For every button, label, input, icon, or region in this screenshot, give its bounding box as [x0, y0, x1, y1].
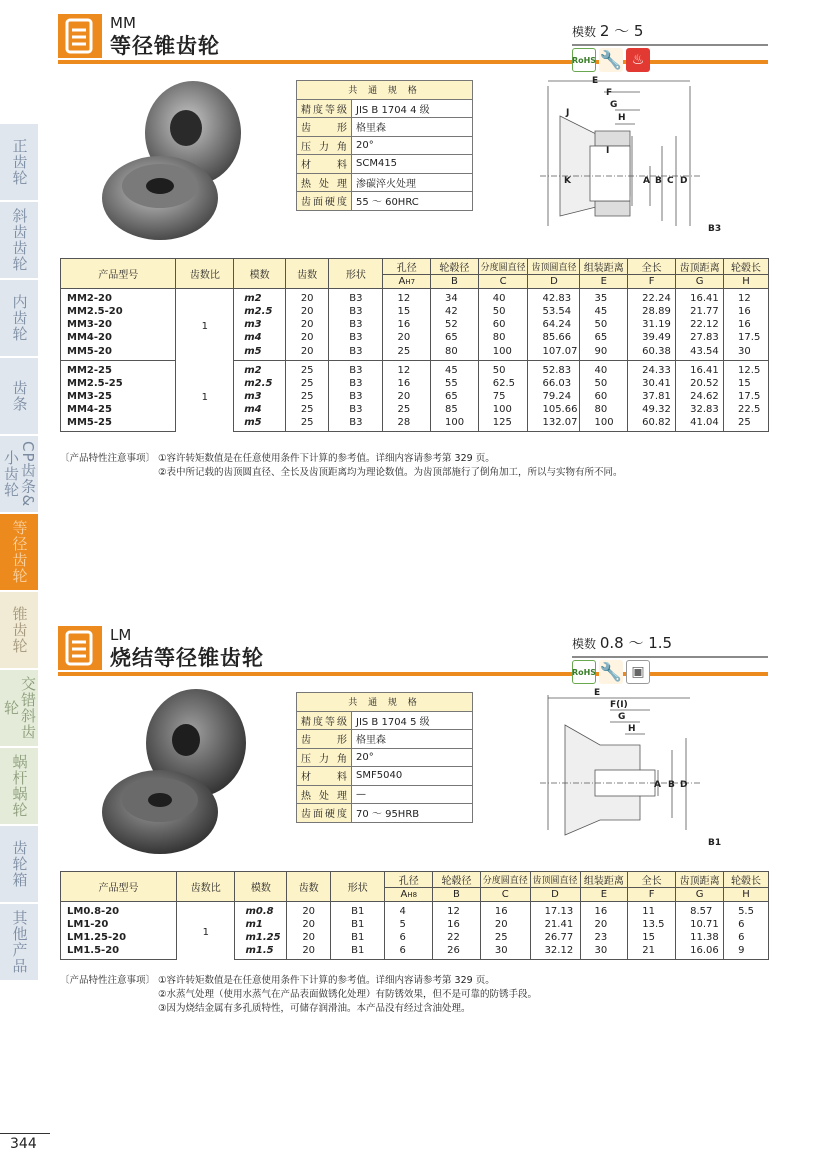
common-spec-table-lm: 共 通 规 格 精度等级 JIS B 1704 5 级 齿形 格里森 压力角 20° 材料 SMF5040 热处理 — 齿面硬度 70 ～ 95HRB: [296, 692, 473, 823]
dim-f: F(I): [610, 700, 628, 710]
table-row: MM2-20 1 m2 20 B3 12 34 40 42.83 35 22.24 16.41 12: [61, 289, 769, 306]
dimension-drawing-b1: [540, 690, 740, 840]
product-photo-lm: [98, 688, 248, 860]
side-tab-4[interactable]: CP齿条&小齿轮: [0, 436, 38, 512]
dimension-drawing-b3: [540, 76, 740, 236]
product-table-mm: 产品型号 齿数比 模数 齿数 形状 孔径 轮毂径 分度圆直径 齿顶圆直径 组装距离 全长 齿顶距离 轮毂长 AH7 B C D E F G H MM2-20 1 m2 20 B3 12 34 40 42.83 35 22.24 16.41 12 MM2.5-20 m2.5 20 B3 15 42 50 53.54 45 28.89 21.77 16 MM3-20 m3 20 B3 16 52 60 64.24 50 31.19 22.12 16 MM4-20 m4 20 B3 20 65 80 85.66 65 39.49 27.83 17.5 MM5-20 m5 20 B3 25 80 100 107.07 90 60.38 43.54 30 MM2-25 1 m2 25 B3 12 45 50 52.83 40 24.33 16.41 12.5 MM2.5-25 m2.5 25 B3 16 55 62.5 66.03 50 30.41 20.52 15 MM3-25 m3 25 B3 20 65 75 79.24 60 37.81 24.62 17.5 MM4-25 m4 25 B3 25 85 100 105.66 80 49.32 32.83 22.5 MM5-25 m5 25 B3 28 100 125 132.07 100 60.82 41.04 25: [60, 258, 769, 432]
table-row: MM2.5-20 m2.5 20 B3 15 42 50 53.54 45 28.89 21.77 16: [61, 305, 769, 318]
page-number: 344: [10, 1136, 37, 1152]
side-tab-10[interactable]: 其他产品: [0, 904, 38, 980]
dim-i: I: [606, 146, 610, 156]
feature-icons: [572, 48, 650, 72]
series-code: MM: [110, 14, 136, 32]
product-photo-mm: [98, 78, 248, 248]
table-row: LM1.5-20 m1.5 20 B1 6 26 30 32.12 30 21 16.06 9: [61, 944, 769, 960]
table-row: MM4-25 m4 25 B3 25 85 100 105.66 80 49.32 32.83 22.5: [61, 403, 769, 416]
dim-f: F: [606, 88, 613, 98]
table-row: MM5-25 m5 25 B3 28 100 125 132.07 100 60.82 41.04 25: [61, 416, 769, 432]
section-title: 等径锥齿轮: [110, 34, 220, 58]
table-row: LM1-20 m1 20 B1 5 16 20 21.41 20 13.5 10.71 6: [61, 918, 769, 931]
table-row: MM4-20 m4 20 B3 20 65 80 85.66 65 39.49 27.83 17.5: [61, 331, 769, 344]
series-code: LM: [110, 626, 132, 644]
dim-d: D: [680, 176, 688, 186]
table-row: LM1.25-20 m1.25 20 B1 6 22 25 26.77 23 15 11.38 6: [61, 931, 769, 944]
dim-e: E: [592, 76, 599, 86]
table-row: MM2-25 1 m2 25 B3 12 45 50 52.83 40 24.33 16.41 12.5: [61, 360, 769, 377]
side-tab-0[interactable]: 正齿轮: [0, 124, 38, 200]
gear-category-icon: [58, 626, 102, 670]
dim-j: J: [566, 108, 570, 118]
dim-d: D: [680, 780, 688, 790]
sintered-icon: ▣: [626, 660, 650, 684]
dim-b: B: [655, 176, 662, 186]
product-table-lm: 产品型号 齿数比 模数 齿数 形状 孔径 轮毂径 分度圆直径 齿顶圆直径 组装距离 全长 齿顶距离 轮毂长 AH8 B C D E F G H LM0.8-20 1 m0.8 20 B1 4 12 16 17.13 16 11 8.57 5.5 LM1-20 m1 20 B1 5 16 20 21.41 20 13.5 10.71 6 LM1.25-20 m1.25 20 B1 6 22 25 26.77 23 15 11.38 6 LM1.5-20 m1.5 20 B1 6 26 30 32.12 30 21 16.06 9: [60, 871, 769, 960]
drawing-tag-b3: B3: [708, 224, 722, 234]
side-tab-7[interactable]: 交错斜齿轮: [0, 670, 38, 746]
dim-b: B: [668, 780, 675, 790]
feature-icons: [572, 660, 650, 684]
side-tab-5[interactable]: 等径齿轮: [0, 514, 38, 590]
dim-h: H: [618, 113, 626, 123]
side-index-tabs: [0, 124, 40, 982]
heat-treatment-icon: ♨: [626, 48, 650, 72]
wrench-icon: 🔧: [599, 49, 623, 71]
module-range: 模数 0.8 ～ 1.5: [572, 634, 673, 652]
rohs-icon: RoHS: [572, 48, 596, 72]
side-tab-9[interactable]: 齿轮箱: [0, 826, 38, 902]
dim-g: G: [610, 100, 618, 110]
gear-category-icon: [58, 14, 102, 58]
common-spec-table-mm: 共 通 规 格 精度等级 JIS B 1704 4 级 齿形 格里森 压力角 20° 材料 SCM415 热处理 渗碳淬火处理 齿面硬度 55 ～ 60HRC: [296, 80, 473, 211]
side-tab-2[interactable]: 内齿轮: [0, 280, 38, 356]
dim-c: C: [667, 176, 674, 186]
dim-g: G: [618, 712, 626, 722]
table-row: LM0.8-20 1 m0.8 20 B1 4 12 16 17.13 16 11 8.57 5.5: [61, 902, 769, 919]
dim-h: H: [628, 724, 636, 734]
table-row: MM5-20 m5 20 B3 25 80 100 107.07 90 60.38 43.54 30: [61, 345, 769, 361]
rohs-icon: RoHS: [572, 660, 596, 684]
wrench-icon: 🔧: [599, 661, 623, 683]
dim-e: E: [594, 688, 601, 698]
dim-a: A: [654, 780, 661, 790]
module-range: 模数 2 ～ 5: [572, 22, 644, 40]
side-tab-8[interactable]: 蜗杆蜗轮: [0, 748, 38, 824]
section-title: 烧结等径锥齿轮: [110, 646, 264, 670]
side-tab-3[interactable]: 齿条: [0, 358, 38, 434]
table-row: MM3-25 m3 25 B3 20 65 75 79.24 60 37.81 24.62 17.5: [61, 390, 769, 403]
drawing-tag-b1: B1: [708, 838, 722, 848]
table-row: MM2.5-25 m2.5 25 B3 16 55 62.5 66.03 50 30.41 20.52 15: [61, 377, 769, 390]
side-tab-1[interactable]: 斜齿齿轮: [0, 202, 38, 278]
side-tab-6[interactable]: 锥齿轮: [0, 592, 38, 668]
table-row: MM3-20 m3 20 B3 16 52 60 64.24 50 31.19 22.12 16: [61, 318, 769, 331]
dim-k: K: [564, 176, 571, 186]
dim-a: A: [643, 176, 650, 186]
